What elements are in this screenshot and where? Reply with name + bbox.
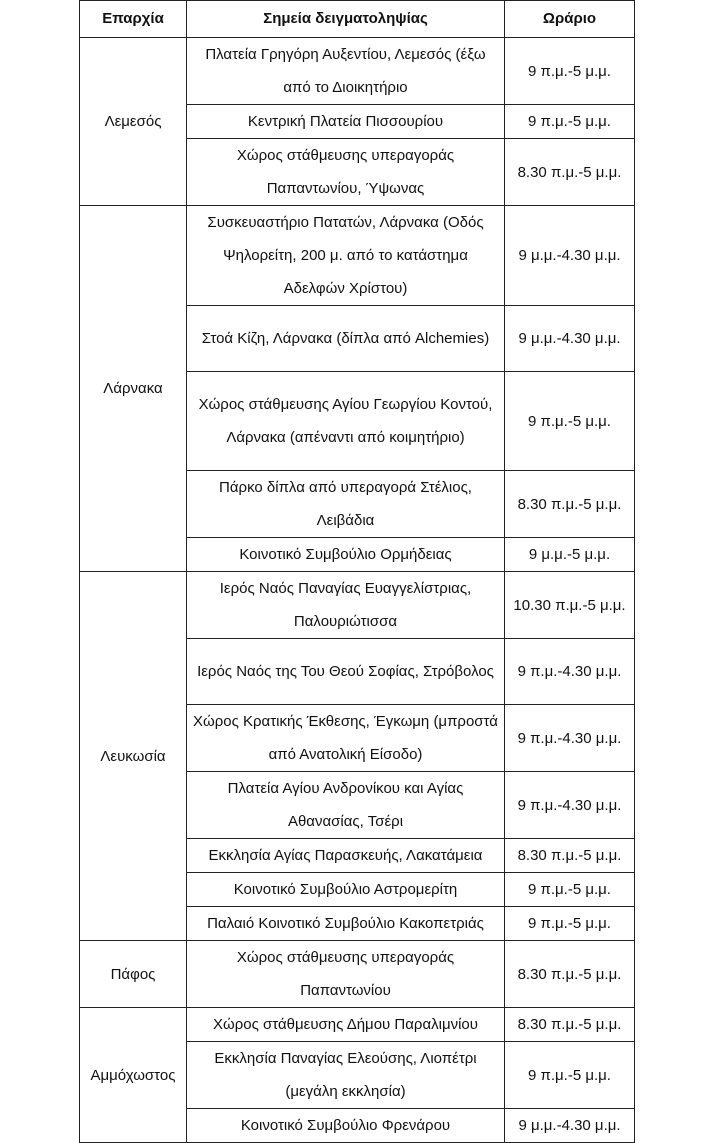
location-cell: Κοινοτικό Συμβούλιο Φρενάρου xyxy=(187,1109,505,1143)
header-district: Επαρχία xyxy=(80,1,187,38)
location-cell: Χώρος στάθμευσης Αγίου Γεωργίου Κοντού, Λάρνακα (απέναντι από κοιμητήριο) xyxy=(187,372,505,471)
location-cell: Πλατεία Αγίου Ανδρονίκου και Αγίας Αθανασίας, Τσέρι xyxy=(187,772,505,839)
hours-cell: 9 π.μ.-5 μ.μ. xyxy=(505,873,635,907)
district-cell: Πάφος xyxy=(80,941,187,1008)
hours-cell: 9 μ.μ.-5 μ.μ. xyxy=(505,538,635,572)
location-cell: Ιερός Ναός Παναγίας Ευαγγελίστριας, Παλουριώτισσα xyxy=(187,572,505,639)
hours-cell: 9 μ.μ.-4.30 μ.μ. xyxy=(505,206,635,306)
hours-cell: 10.30 π.μ.-5 μ.μ. xyxy=(505,572,635,639)
hours-cell: 8.30 π.μ.-5 μ.μ. xyxy=(505,471,635,538)
location-cell: Κοινοτικό Συμβούλιο Ορμήδειας xyxy=(187,538,505,572)
district-cell: Λάρνακα xyxy=(80,206,187,572)
district-cell: Λευκωσία xyxy=(80,572,187,941)
location-cell: Πάρκο δίπλα από υπεραγορά Στέλιος, Λειβάδια xyxy=(187,471,505,538)
table-row xyxy=(80,1008,635,1042)
location-cell: Κοινοτικό Συμβούλιο Αστρομερίτη xyxy=(187,873,505,907)
location-cell: Συσκευαστήριο Πατατών, Λάρνακα (Οδός Ψηλορείτη, 200 μ. από το κατάστημα Αδελφών Χρίστου) xyxy=(187,206,505,306)
hours-cell: 8.30 π.μ.-5 μ.μ. xyxy=(505,941,635,1008)
sampling-points-table xyxy=(79,0,635,1143)
location-cell: Χώρος στάθμευσης υπεραγοράς Παπαντωνίου xyxy=(187,941,505,1008)
location-cell: Στοά Κίζη, Λάρνακα (δίπλα από Alchemies) xyxy=(187,306,505,372)
location-cell: Κεντρική Πλατεία Πισσουρίου xyxy=(187,105,505,139)
hours-cell: 8.30 π.μ.-5 μ.μ. xyxy=(505,139,635,206)
hours-cell: 9 π.μ.-5 μ.μ. xyxy=(505,105,635,139)
hours-cell: 9 π.μ.-5 μ.μ. xyxy=(505,907,635,941)
table-row xyxy=(80,38,635,105)
hours-cell: 9 π.μ.-5 μ.μ. xyxy=(505,1042,635,1109)
location-cell: Ιερός Ναός της Του Θεού Σοφίας, Στρόβολος xyxy=(187,639,505,705)
hours-cell: 9 π.μ.-4.30 μ.μ. xyxy=(505,639,635,705)
hours-cell: 9 π.μ.-4.30 μ.μ. xyxy=(505,772,635,839)
hours-cell: 9 μ.μ.-4.30 μ.μ. xyxy=(505,306,635,372)
table-row xyxy=(80,941,635,1008)
location-cell: Εκκλησία Παναγίας Ελεούσης, Λιοπέτρι (μεγάλη εκκλησία) xyxy=(187,1042,505,1109)
table-row xyxy=(80,572,635,639)
location-cell: Εκκλησία Αγίας Παρασκευής, Λακατάμεια xyxy=(187,839,505,873)
district-cell: Αμμόχωστος xyxy=(80,1008,187,1143)
hours-cell: 9 π.μ.-5 μ.μ. xyxy=(505,372,635,471)
hours-cell: 9 π.μ.-5 μ.μ. xyxy=(505,38,635,105)
header-location: Σημεία δειγματοληψίας xyxy=(187,1,505,38)
location-cell: Πλατεία Γρηγόρη Αυξεντίου, Λεμεσός (έξω από το Διοικητήριο xyxy=(187,38,505,105)
header-hours: Ωράριο xyxy=(505,1,635,38)
hours-cell: 9 μ.μ.-4.30 μ.μ. xyxy=(505,1109,635,1143)
table-header-row xyxy=(80,1,635,38)
district-cell: Λεμεσός xyxy=(80,38,187,206)
hours-cell: 8.30 π.μ.-5 μ.μ. xyxy=(505,1008,635,1042)
table-body xyxy=(80,38,635,1143)
table-row xyxy=(80,206,635,306)
location-cell: Χώρος στάθμευσης Δήμου Παραλιμνίου xyxy=(187,1008,505,1042)
location-cell: Παλαιό Κοινοτικό Συμβούλιο Κακοπετριάς xyxy=(187,907,505,941)
location-cell: Χώρος Κρατικής Έκθεσης, Έγκωμη (μπροστά από Ανατολική Είσοδο) xyxy=(187,705,505,772)
location-cell: Χώρος στάθμευσης υπεραγοράς Παπαντωνίου, Ύψωνας xyxy=(187,139,505,206)
hours-cell: 9 π.μ.-4.30 μ.μ. xyxy=(505,705,635,772)
hours-cell: 8.30 π.μ.-5 μ.μ. xyxy=(505,839,635,873)
